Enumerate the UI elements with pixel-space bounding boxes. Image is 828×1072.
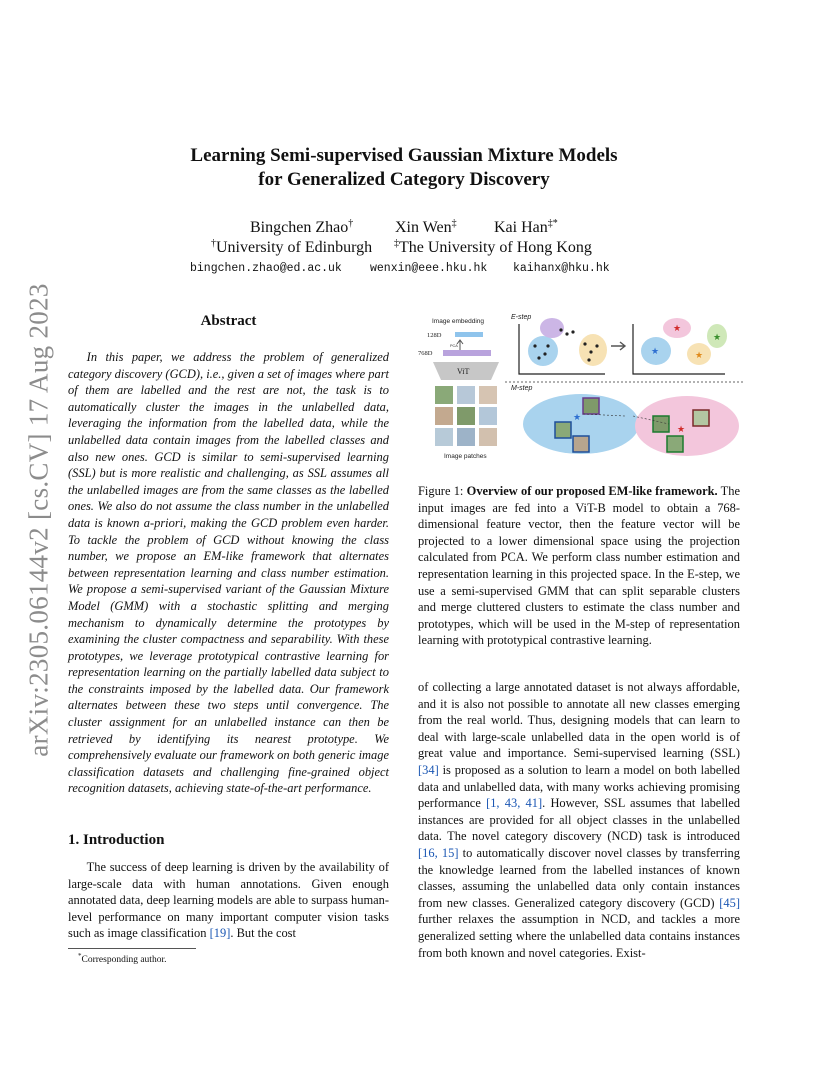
- author-2: Xin Wen‡: [395, 218, 457, 236]
- email-2[interactable]: wenxin@eee.hku.hk: [370, 262, 488, 275]
- figure-1-caption: Figure 1: Overview of our proposed EM-like framework. The input images are fed into a ViT-B model to obtain a 768-dimensional feature vector, then the feature vector will be projected to a lower dimensional space using the projection calculated from PCA. We perform class number estimation and representation learning in this projected space. In the E-step, we use a semi-supervised GMM that can split separable clusters and merge cluttered clusters to estimate the class number and prototypes, which will be used in the M-step of representation learning with prototypical contrastive learning.: [418, 484, 740, 648]
- abstract-heading: Abstract: [200, 313, 257, 329]
- svg-text:★: ★: [695, 350, 704, 360]
- vit-label: ViT: [457, 367, 470, 376]
- email-1[interactable]: bingchen.zhao@ed.ac.uk: [190, 262, 342, 275]
- estep-label: E-step: [511, 314, 532, 321]
- footnote: *Corresponding author.: [78, 952, 167, 965]
- figure-1-diagram: [415, 306, 745, 464]
- author-1: Bingchen Zhao†: [250, 218, 354, 236]
- embedding-128-bar: [455, 332, 483, 337]
- introduction-heading: 1. Introduction: [68, 832, 165, 848]
- dim-768-label: 768D: [418, 350, 433, 357]
- mstep-prototype-blue: ★: [573, 412, 582, 422]
- arxiv-stamp-text: arXiv:2305.06144v2 [cs.CV] 17 Aug 2023: [23, 283, 54, 757]
- image-patches-label: Image patches: [444, 453, 487, 460]
- mstep-cluster-pink: [635, 396, 739, 456]
- estep-arrow-icon: [611, 342, 625, 350]
- svg-text:★: ★: [713, 332, 722, 342]
- citation-link[interactable]: [16, 15]: [418, 845, 459, 860]
- paper-title-line-2: for Generalized Category Discovery: [258, 169, 550, 190]
- estep-cluster-purple: [540, 318, 564, 338]
- pca-label: PCA: [450, 344, 458, 348]
- estep-cluster-blue: [528, 336, 558, 366]
- affiliation-1: †University of Edinburgh: [211, 238, 373, 256]
- embedding-768-bar: [443, 350, 491, 356]
- introduction-text: The success of deep learning is driven by the availability of large-scale data with human annotations. Given enough annotated data, deep learning models are able to surpass human-level performance on many important computer vision tasks such as image classification [19]. But the cost: [68, 860, 389, 941]
- citation-link[interactable]: [45]: [719, 895, 740, 910]
- citation-link[interactable]: [1, 43, 41]: [486, 796, 543, 811]
- email-3[interactable]: kaihanx@hku.hk: [513, 262, 610, 275]
- affiliation-2: ‡The University of Hong Kong: [394, 238, 592, 256]
- image-embedding-label: Image embedding: [432, 318, 485, 325]
- pca-arrow-icon: [457, 340, 463, 351]
- svg-text:★: ★: [673, 323, 682, 333]
- citation-link[interactable]: [34]: [418, 762, 439, 777]
- arxiv-identifier-stamp: [18, 282, 60, 758]
- abstract-text: In this paper, we address the problem of generalized category discovery (GCD), i.e., given a set of images where part of them are labelled and the rest are not, the task is to automatically cluster the images in the unlabelled data, leveraging the information from the labelled data, while the unlabelled data contain images from the labelled classes and also new ones. GCD is similar to semi-supervised learning (SSL) but is more realistic and challenging, as SSL assumes all the unlabelled images are from the same classes as the labelled ones. We also do not assume the class number in the unlabelled data is known a-priori, making the GCD problem even harder. To tackle the problem of GCD without knowing the class number, we propose an EM-like framework that alternates between representation learning and class number estimation. We propose a semi-supervised variant of the Gaussian Mixture Model (GMM) with a stochastic splitting and merging mechanism to dynamically determine the prototypes by examining the cluster compactness and separability. With these prototypes, we leverage prototypical contrastive learning for representation learning on the partially labelled data subject to the constraints imposed by the labelled data. Our framework alternates between these two steps until convergence. The cluster assignment for an unlabelled instance can then be retrieved by identifying its nearest prototype. We comprehensively evaluate our framework on both generic image classification datasets and challenging fine-grained object recognition datasets, achieving state-of-the-art performance.: [68, 350, 389, 796]
- footnote-divider: [68, 948, 196, 949]
- dim-128-label: 128D: [427, 332, 442, 339]
- estep-cluster-yellow: [579, 334, 607, 366]
- mstep-prototype-red: ★: [677, 424, 686, 434]
- author-3: Kai Han‡*: [494, 218, 558, 236]
- paper-title-line-1: Learning Semi-supervised Gaussian Mixture Models: [190, 145, 618, 166]
- mstep-label: M-step: [511, 385, 533, 392]
- svg-text:★: ★: [651, 346, 660, 356]
- citation-link[interactable]: [19]: [209, 926, 231, 941]
- image-patches-grid: [435, 386, 497, 446]
- introduction-continued-text: of collecting a large annotated dataset is not always affordable, and it is also not possible to annotate all new classes emerging from the real world. Thus, designing models that can learn to deal with large-scale unlabelled data in the open world is of great value and importance. Semi-supervised learning (SSL) [34] is proposed as a solution to learn a model on both labelled data and unlabelled data, with many works achieving promising performance [1, 43, 41]. However, SSL assumes that labelled instances are provided for all object classes in the unlabelled data. The novel category discovery (NCD) task is introduced [16, 15] to automatically discover novel classes by transferring the knowledge learned from the labelled instances of known classes, assuming the unlabelled data only contain instances from new classes. Generalized category discovery (GCD) [45] further relaxes the assumption in NCD, and tackles a more generalized setting where the unlabelled data contains instances from both known and novel categories. Exist-: [418, 680, 740, 960]
